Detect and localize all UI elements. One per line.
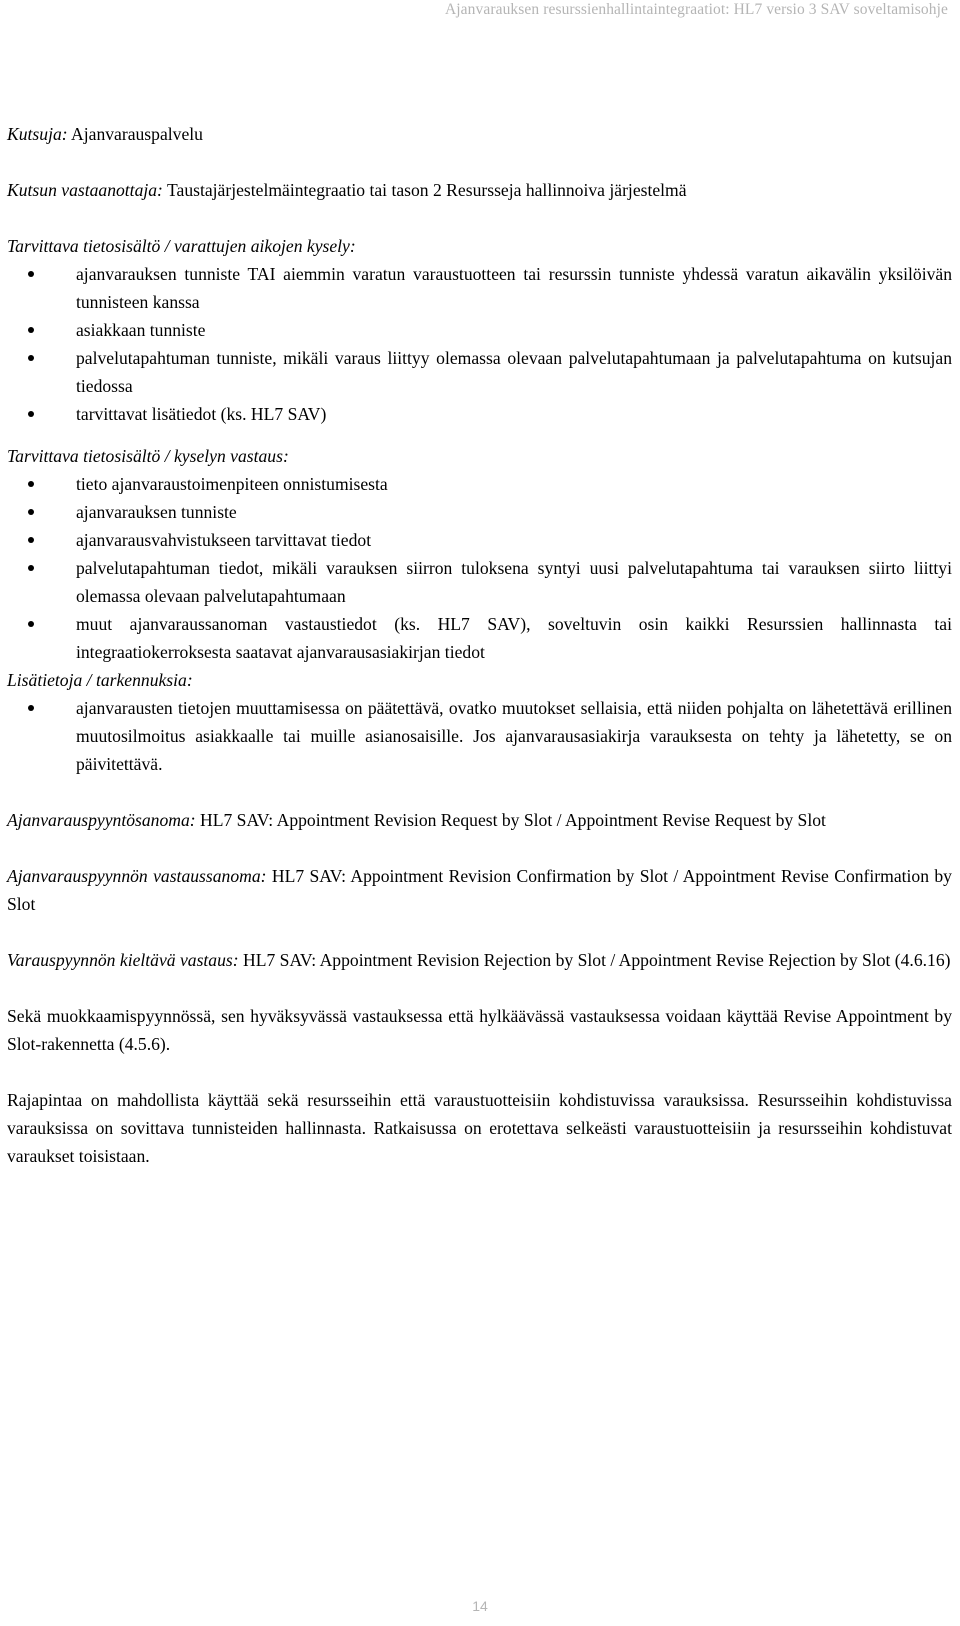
- list-item: [7, 260, 952, 316]
- response-list: [7, 470, 952, 666]
- receiver-value: Taustajärjestelmäintegraatio tai tason 2 Resursseja hallinnoiva järjestelmä: [162, 180, 687, 200]
- list-item: [7, 470, 952, 498]
- request-message-value: HL7 SAV: Appointment Revision Request by Slot / Appointment Revise Request by Slot: [195, 810, 826, 830]
- request-message-line: [7, 806, 952, 834]
- list-item-text: ajanvarauksen tunniste: [76, 502, 237, 522]
- bullet-icon: [28, 411, 34, 417]
- caller-label: Kutsuja:: [7, 124, 68, 144]
- caller-line: [7, 120, 952, 148]
- list-item: [7, 694, 952, 778]
- list-item: [7, 498, 952, 526]
- page-header: Ajanvarauksen resurssienhallintaintegraatiot: HL7 versio 3 SAV soveltamisohje: [444, 1, 948, 18]
- list-item: [7, 316, 952, 344]
- list-item-text: tieto ajanvaraustoimenpiteen onnistumisesta: [76, 474, 388, 494]
- list-item-text: asiakkaan tunniste: [76, 320, 206, 340]
- bullet-icon: [28, 481, 34, 487]
- notes-list: [7, 694, 952, 778]
- bullet-icon: [28, 271, 34, 277]
- body-paragraph: Sekä muokkaamispyynnössä, sen hyväksyvässä vastauksessa että hylkäävässä vastauksessa voidaan käyttää Revise Appointment by Slot-rakennetta (4.5.6).: [7, 1006, 952, 1054]
- bullet-icon: [28, 565, 34, 571]
- rejection-message-label: Varauspyynnön kieltävä vastaus:: [7, 950, 239, 970]
- bullet-icon: [28, 621, 34, 627]
- list-item-text: ajanvarausten tietojen muuttamisessa on päätettävä, ovatko muutokset sellaisia, että niiden pohjalta on lähetettävä erillinen muutosilmoitus asiakkaalle tai muille asianosaisille. Jos ajanvarausasiakirja varauksesta on tehty ja lähetetty, se on päivitettävä.: [76, 698, 952, 774]
- page-number: 14: [472, 1598, 488, 1614]
- list-item: [7, 554, 952, 610]
- body-paragraph: Rajapintaa on mahdollista käyttää sekä resursseihin että varaustuotteisiin kohdistuvissa varauksissa. Resursseihin kohdistuvissa varauksissa on sovittava tunnisteiden hallinnasta. Ratkaisussa on erotettava selkeästi varaustuotteisiin ja resursseihin kohdistuvat varaukset toisistaan.: [7, 1090, 952, 1166]
- list-item: [7, 526, 952, 554]
- list-item: [7, 400, 952, 428]
- query-list: [7, 260, 952, 428]
- bullet-icon: [28, 355, 34, 361]
- request-message-label: Ajanvarauspyyntösanoma:: [7, 810, 196, 830]
- list-item-text: muut ajanvaraussanoman vastaustiedot (ks. HL7 SAV), soveltuvin osin kaikki Resurssien hallinnasta tai integraatiokerroksesta saatavat ajanvarausasiakirjan tiedot: [76, 614, 952, 662]
- list-item-text: tarvittavat lisätiedot (ks. HL7 SAV): [76, 404, 327, 424]
- caller-value: Ajanvarauspalvelu: [67, 124, 203, 144]
- rejection-message-value: HL7 SAV: Appointment Revision Rejection by Slot / Appointment Revise Rejection by Slot (4.6.16): [238, 950, 951, 970]
- list-item-text: ajanvarausvahvistukseen tarvittavat tiedot: [76, 530, 372, 550]
- receiver-label: Kutsun vastaanottaja:: [7, 180, 163, 200]
- bullet-icon: [28, 705, 34, 711]
- response-message-value: HL7 SAV: Appointment Revision Confirmation by Slot / Appointment Revise Confirmation by Slot: [7, 866, 952, 914]
- bullet-icon: [28, 327, 34, 333]
- response-heading: Tarvittava tietosisältö / kyselyn vastaus:: [7, 446, 289, 466]
- bullet-icon: [28, 509, 34, 515]
- rejection-message-line: [7, 946, 952, 974]
- response-message-label: Ajanvarauspyynnön vastaussanoma:: [7, 866, 267, 886]
- receiver-line: [7, 176, 952, 204]
- list-item-text: palvelutapahtuman tunniste, mikäli varaus liittyy olemassa olevaan palvelutapahtumaan ja palvelutapahtuma on kutsujan tiedossa: [76, 348, 952, 396]
- notes-heading: Lisätietoja / tarkennuksia:: [7, 670, 193, 690]
- response-message-line: [7, 862, 952, 918]
- list-item: [7, 610, 952, 666]
- bullet-icon: [28, 537, 34, 543]
- list-item-text: palvelutapahtuman tiedot, mikäli varauksen siirron tuloksena syntyi uusi palvelutapahtuma tai varauksen siirto liittyi olemassa olevaan palvelutapahtumaan: [76, 558, 952, 606]
- document-body: [7, 120, 952, 1170]
- list-item: [7, 344, 952, 400]
- list-item-text: ajanvarauksen tunniste TAI aiemmin varatun varaustuotteen tai resurssin tunniste yhdessä varatun aikavälin yksilöivän tunnisteen kanssa: [76, 264, 952, 312]
- query-heading: Tarvittava tietosisältö / varattujen aikojen kysely:: [7, 236, 356, 256]
